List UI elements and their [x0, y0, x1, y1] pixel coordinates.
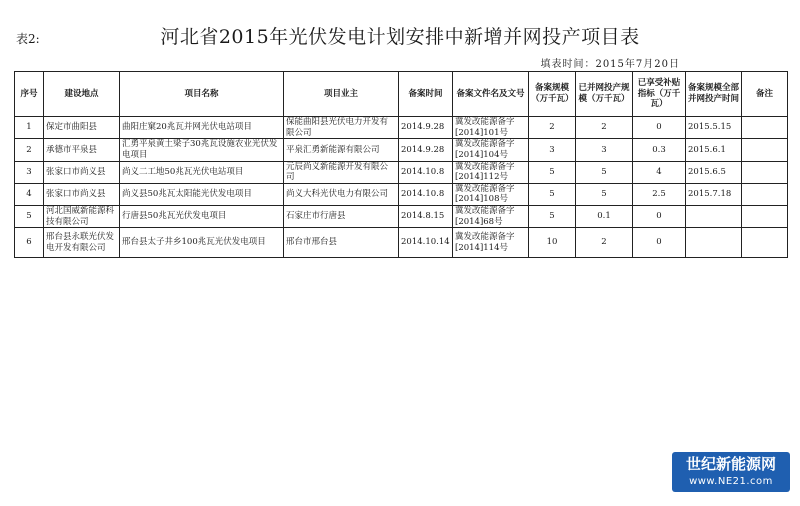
cell-remarks: [742, 228, 788, 258]
cell-filing-doc: 冀发改能源备字[2014]104号: [453, 139, 529, 161]
cell-grid-capacity: 2: [576, 117, 633, 139]
cell-remarks: [742, 139, 788, 161]
cell-project-name: 尚义二工地50兆瓦光伏电站项目: [120, 161, 284, 183]
col-header-filing-doc: 备案文件名及文号: [453, 72, 529, 117]
col-header-index: 序号: [15, 72, 44, 117]
table-label: 表2:: [16, 32, 40, 46]
cell-index: 2: [15, 139, 44, 161]
col-header-project-name: 项目名称: [120, 72, 284, 117]
cell-index: 3: [15, 161, 44, 183]
cell-location: 张家口市尚义县: [44, 161, 120, 183]
cell-project-name: 尚义县50兆瓦太阳能光伏发电项目: [120, 183, 284, 205]
col-header-grid-capacity: 已并网投产规模（万千瓦）: [576, 72, 633, 117]
cell-filing-doc: 冀发改能源备字[2014]101号: [453, 117, 529, 139]
cell-subsidy: 0: [633, 206, 686, 228]
cell-subsidy: 0.3: [633, 139, 686, 161]
col-header-full-grid-date: 备案规模全部并网投产时间: [686, 72, 742, 117]
cell-full-grid-date: [686, 228, 742, 258]
cell-project-name: 行唐县50兆瓦光伏发电项目: [120, 206, 284, 228]
cell-full-grid-date: 2015.7.18: [686, 183, 742, 205]
project-table: [14, 71, 788, 258]
cell-filing-doc: 冀发改能源备字[2014]114号: [453, 228, 529, 258]
cell-filed-capacity: 10: [529, 228, 576, 258]
cell-index: 5: [15, 206, 44, 228]
cell-grid-capacity: 2: [576, 228, 633, 258]
watermark-site-name: 世纪新能源网: [685, 455, 776, 473]
col-header-remarks: 备注: [742, 72, 788, 117]
col-header-filing-date: 备案时间: [399, 72, 453, 117]
cell-filing-date: 2014.10.8: [399, 183, 453, 205]
cell-filing-date: 2014.9.28: [399, 117, 453, 139]
cell-subsidy: 4: [633, 161, 686, 183]
cell-filing-doc: 冀发改能源备字[2014]68号: [453, 206, 529, 228]
col-header-subsidy: 已享受补贴指标（万千瓦）: [633, 72, 686, 117]
cell-owner: 平泉汇勇新能源有限公司: [284, 139, 399, 161]
cell-owner: 元辰尚义新能源开发有限公司: [284, 161, 399, 183]
cell-index: 6: [15, 228, 44, 258]
cell-location: 保定市曲阳县: [44, 117, 120, 139]
cell-filing-date: 2014.9.28: [399, 139, 453, 161]
cell-full-grid-date: 2015.6.5: [686, 161, 742, 183]
col-header-owner: 项目业主: [284, 72, 399, 117]
table-row: [15, 161, 788, 183]
cell-filed-capacity: 5: [529, 183, 576, 205]
table-row: [15, 228, 788, 258]
cell-full-grid-date: 2015.6.1: [686, 139, 742, 161]
cell-remarks: [742, 183, 788, 205]
cell-owner: 邢台市邢台县: [284, 228, 399, 258]
site-watermark-logo[interactable]: [672, 452, 790, 492]
cell-remarks: [742, 206, 788, 228]
cell-grid-capacity: 5: [576, 183, 633, 205]
cell-owner: 石家庄市行唐县: [284, 206, 399, 228]
cell-project-name: 邢台县太子井乡100兆瓦光伏发电项目: [120, 228, 284, 258]
cell-location: 邢台县永联光伏发电开发有限公司: [44, 228, 120, 258]
cell-filed-capacity: 5: [529, 206, 576, 228]
header-row: [15, 72, 788, 117]
cell-location: 河北国威新能源科技有限公司: [44, 206, 120, 228]
table-row: [15, 139, 788, 161]
cell-filing-doc: 冀发改能源备字[2014]108号: [453, 183, 529, 205]
cell-location: 承德市平泉县: [44, 139, 120, 161]
cell-remarks: [742, 117, 788, 139]
fill-date: 填表时间：2015年7月20日: [540, 59, 680, 70]
cell-grid-capacity: 0.1: [576, 206, 633, 228]
cell-filing-doc: 冀发改能源备字[2014]112号: [453, 161, 529, 183]
cell-filing-date: 2014.10.14: [399, 228, 453, 258]
cell-subsidy: 2.5: [633, 183, 686, 205]
cell-grid-capacity: 5: [576, 161, 633, 183]
cell-project-name: 汇勇平泉黄土梁子30兆瓦设施农业光伏发电项目: [120, 139, 284, 161]
cell-full-grid-date: 2015.5.15: [686, 117, 742, 139]
cell-filed-capacity: 3: [529, 139, 576, 161]
col-header-location: 建设地点: [44, 72, 120, 117]
cell-full-grid-date: [686, 206, 742, 228]
cell-index: 4: [15, 183, 44, 205]
cell-owner: 保能曲阳县光伏电力开发有限公司: [284, 117, 399, 139]
table-row: [15, 183, 788, 205]
cell-owner: 尚义大科光伏电力有限公司: [284, 183, 399, 205]
table-row: [15, 206, 788, 228]
cell-subsidy: 0: [633, 228, 686, 258]
cell-filing-date: 2014.8.15: [399, 206, 453, 228]
cell-filing-date: 2014.10.8: [399, 161, 453, 183]
cell-filed-capacity: 5: [529, 161, 576, 183]
cell-project-name: 曲阳庄窠20兆瓦并网光伏电站项目: [120, 117, 284, 139]
watermark-site-url: www.NE21.com: [689, 476, 773, 487]
cell-filed-capacity: 2: [529, 117, 576, 139]
page-title: 河北省2015年光伏发电计划安排中新增并网投产项目表: [160, 26, 640, 48]
cell-grid-capacity: 3: [576, 139, 633, 161]
cell-subsidy: 0: [633, 117, 686, 139]
cell-remarks: [742, 161, 788, 183]
cell-index: 1: [15, 117, 44, 139]
table-row: [15, 117, 788, 139]
cell-location: 张家口市尚义县: [44, 183, 120, 205]
col-header-filed-capacity: 备案规模（万千瓦）: [529, 72, 576, 117]
